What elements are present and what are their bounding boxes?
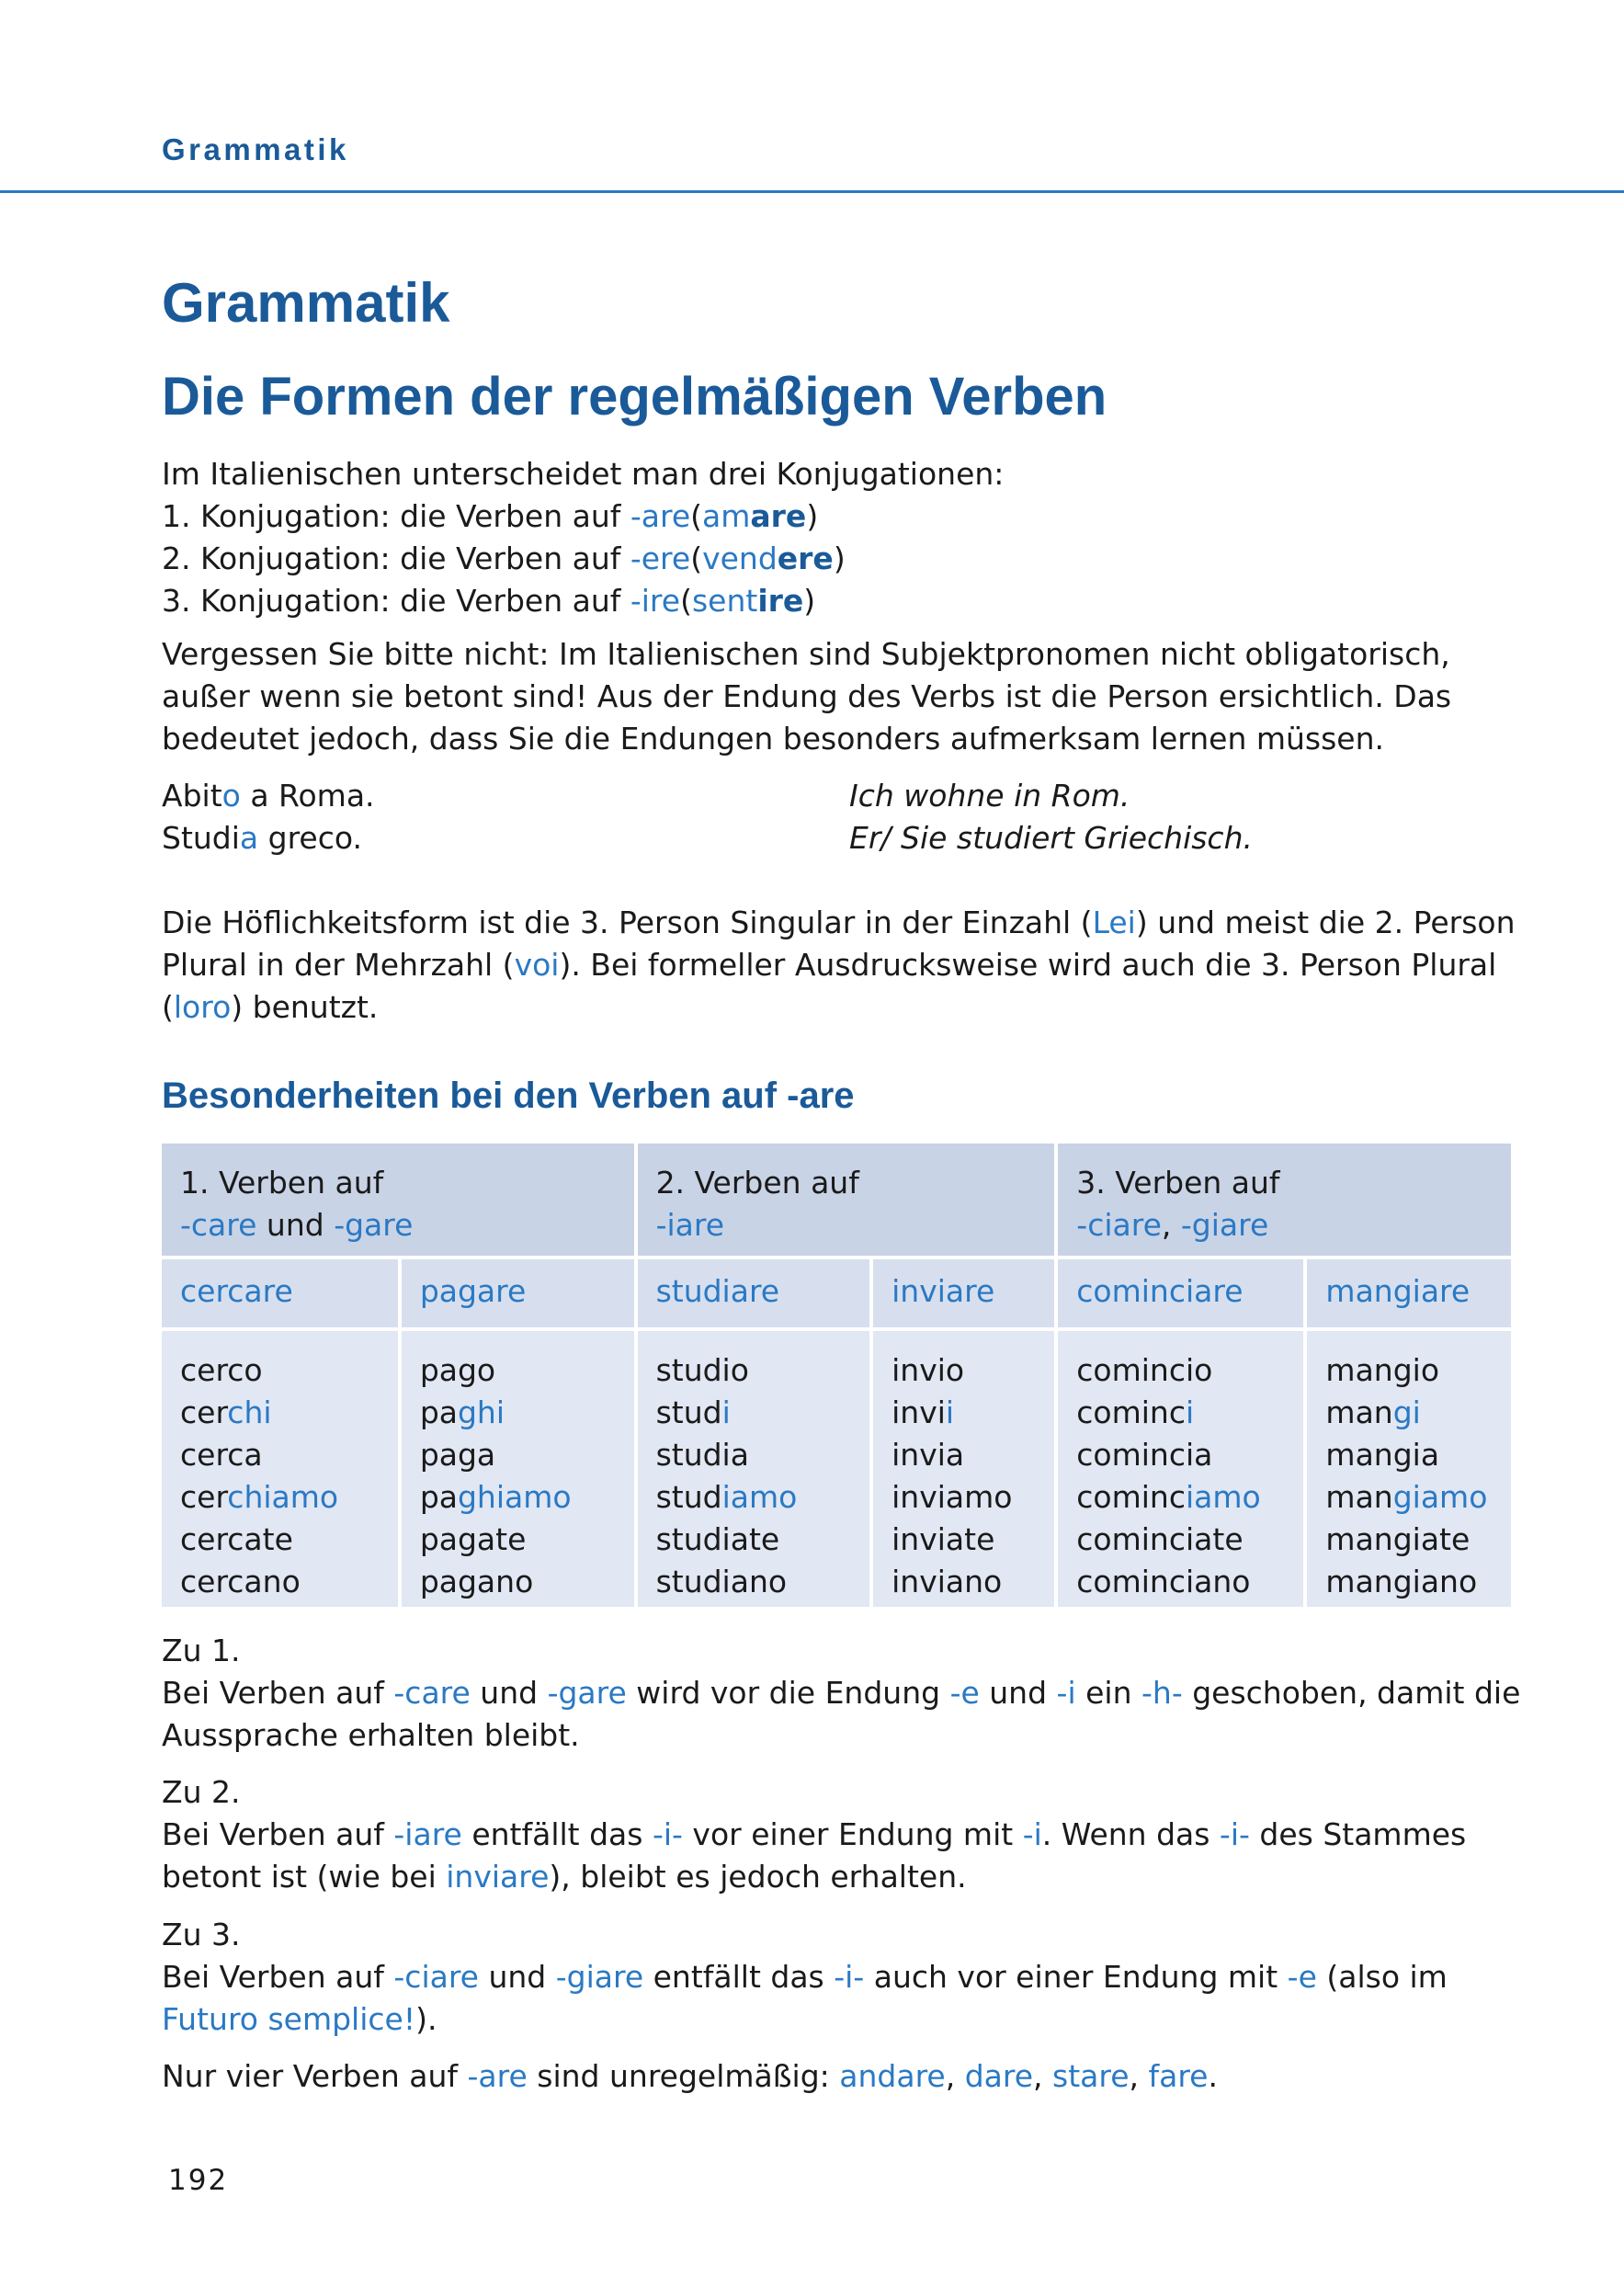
verb-form: paga (419, 1437, 496, 1473)
section-title: Besonderheiten bei den Verben auf -are (162, 1075, 855, 1116)
verb-form: cominciamo (1076, 1479, 1261, 1515)
verb-form: invio (891, 1352, 965, 1388)
page-number: 192 (168, 2164, 229, 2197)
note-label: Zu 1. (162, 1633, 241, 1668)
verb-form: studio (655, 1352, 749, 1388)
pronoun-note: Vergessen Sie bitte nicht: Im Italienischen sind Subjektpronomen nicht obligatorisch, außer wenn sie betont sind! Aus der Endung des Verbs ist die Person ersichtlich. Das bedeutet jedoch, dass Sie die Endungen besonders aufmerksam lernen müssen. (162, 636, 1452, 757)
infinitive-cell: cominciare (1058, 1259, 1303, 1327)
verb-form: paghiamo (419, 1479, 572, 1515)
verb-form: cercano (180, 1564, 301, 1599)
running-head: Grammatik (162, 132, 349, 166)
verb-form: comincio (1076, 1352, 1213, 1388)
verb-form: studiano (655, 1564, 788, 1599)
forms-column (162, 1331, 398, 1607)
example-1-de: Ich wohne in Rom. (849, 778, 1130, 814)
forms-column (1058, 1331, 1303, 1607)
page-subtitle: Die Formen der regelmäßigen Verben (162, 367, 1107, 427)
verb-form: mangiamo (1325, 1479, 1488, 1515)
verb-form: cominciano (1076, 1564, 1251, 1599)
verb-form: studiamo (655, 1479, 798, 1515)
example-1-it: Abito a Roma. (162, 778, 375, 814)
verb-form: pagate (419, 1521, 527, 1557)
verb-form: cercate (180, 1521, 293, 1557)
note-2: Zu 2. Bei Verben auf -iare entfällt das -i- vor einer Endung mit -i. Wenn das -i- des Stammes betont ist (wie bei inviare), bleibt es jedoch erhalten. (162, 1771, 1522, 1898)
note-1: Zu 1. Bei Verben auf -care und -gare wird vor die Endung -e und -i ein -h- geschoben, damit die Aussprache erhalten bleibt. (162, 1630, 1522, 1757)
verb-form: mangia (1325, 1437, 1440, 1473)
infinitive-row (162, 1259, 1511, 1327)
verb-form: cominci (1076, 1394, 1195, 1430)
intro-paragraph (162, 453, 1522, 622)
note-3: Zu 3. Bei Verben auf -ciare und -giare entfällt das -i- auch vor einer Endung mit -e (also im Futuro semplice!). (162, 1914, 1522, 2041)
verb-form: cerchi (180, 1394, 272, 1430)
verb-form: studia (655, 1437, 749, 1473)
verb-form: inviano (891, 1564, 1003, 1599)
infinitive-cell: inviare (873, 1259, 1054, 1327)
forms-column (402, 1331, 634, 1607)
verb-form: cerco (180, 1352, 263, 1388)
header-rule (0, 190, 1624, 193)
verb-form: cerchiamo (180, 1479, 339, 1515)
group-header-row (162, 1144, 1511, 1256)
verb-form: studi (655, 1394, 731, 1430)
group-header-2: 2. Verben auf -iare (638, 1144, 1055, 1256)
verb-form: comincia (1076, 1437, 1213, 1473)
verb-form: mangi (1325, 1394, 1421, 1430)
note-label: Zu 3. (162, 1917, 241, 1952)
example-2-it: Studia greco. (162, 820, 362, 856)
page-title: Grammatik (162, 272, 450, 334)
forms-column (873, 1331, 1054, 1607)
verb-form: mangiate (1325, 1521, 1471, 1557)
conjugation-3: 3. Konjugation: die Verben auf -ire​(sentire) (162, 583, 816, 619)
verb-form: pago (419, 1352, 496, 1388)
forms-column (1307, 1331, 1511, 1607)
verb-form: mangiano (1325, 1564, 1478, 1599)
verb-form: cominciate (1076, 1521, 1244, 1557)
verb-form: mangio (1325, 1352, 1440, 1388)
verb-form: studiate (655, 1521, 780, 1557)
infinitive-cell: studiare (638, 1259, 870, 1327)
conjugation-1: 1. Konjugation: die Verben auf -are​(amare) (162, 498, 819, 534)
verb-form: inviamo (891, 1479, 1013, 1515)
intro-line: Im Italienischen unterscheidet man drei Konjugationen: (162, 456, 1005, 492)
verb-form: paghi (419, 1394, 505, 1430)
note-label: Zu 2. (162, 1774, 241, 1810)
group-header-3: 3. Verben auf -ciare, -giare (1058, 1144, 1511, 1256)
conjugation-2: 2. Konjugation: die Verben auf -ere​(vendere) (162, 541, 846, 576)
verb-form: inviate (891, 1521, 995, 1557)
courtesy-paragraph: Die Höflichkeitsform ist die 3. Person Singular in der Einzahl (Lei) und meist die 2. Person Plural in der Mehrzahl (voi). Bei formeller Ausdrucksweise wird auch die 3. Person Plural (loro) benutzt. (162, 905, 1516, 1025)
infinitive-cell: cercare (162, 1259, 398, 1327)
verb-form: cerca (180, 1437, 263, 1473)
infinitive-cell: pagare (402, 1259, 634, 1327)
examples-german (849, 775, 1253, 859)
verb-table (158, 1140, 1515, 1610)
infinitive-cell: mangiare (1307, 1259, 1511, 1327)
verb-form: invia (891, 1437, 965, 1473)
verb-form: pagano (419, 1564, 534, 1599)
forms-row (162, 1331, 1511, 1607)
group-header-1: 1. Verben auf -care und -gare (162, 1144, 634, 1256)
verb-form: invii (891, 1394, 955, 1430)
forms-column (638, 1331, 870, 1607)
example-2-de: Er/ Sie studiert Griechisch. (849, 820, 1253, 856)
examples-italian (162, 775, 375, 859)
note-4: Nur vier Verben auf -are sind unregelmäßig: andare, dare, stare, fare. (162, 2058, 1218, 2094)
